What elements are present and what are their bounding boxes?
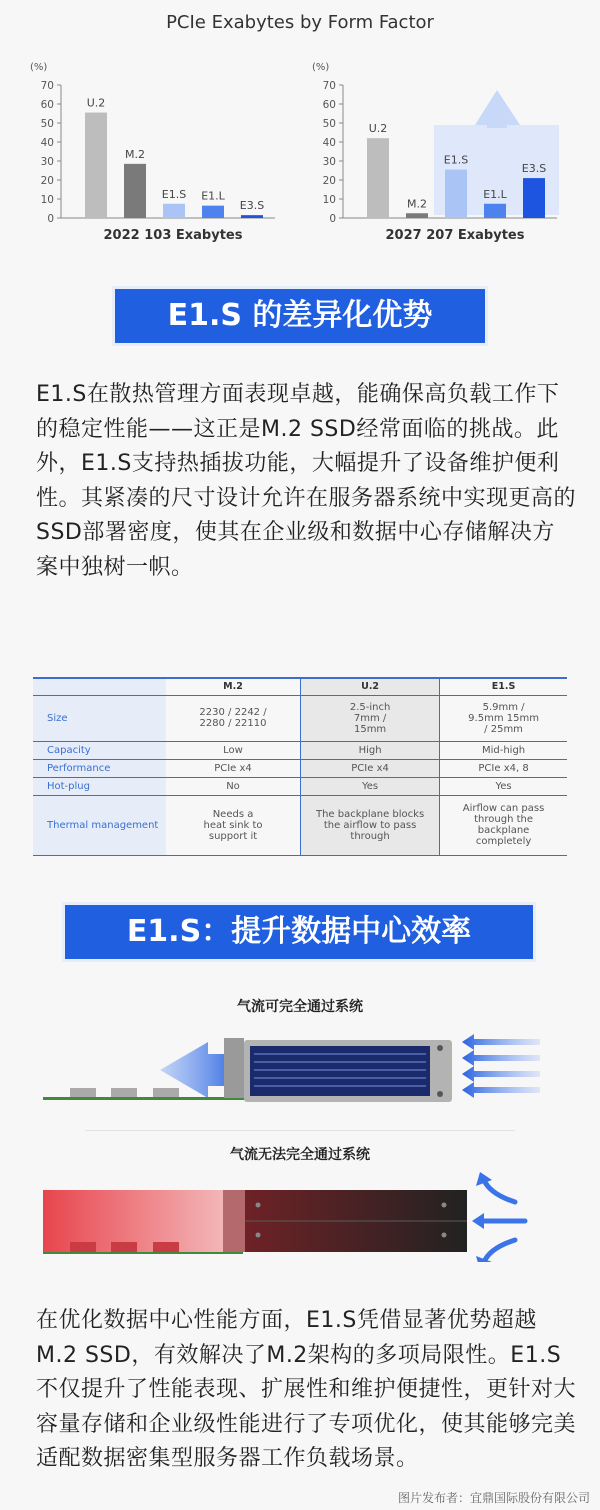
y-axis-unit: (%)	[30, 62, 48, 73]
bar-category-label: U.2	[86, 96, 106, 110]
cell-e1s-thermal: Airflow can pass through the backplane completely	[440, 795, 567, 855]
cell-u2-size: 2.5-inch 7mm / 15mm	[301, 695, 440, 741]
y-tick-label: 40	[322, 137, 336, 149]
table-row	[33, 795, 567, 855]
cell-u2-capacity: High	[301, 741, 440, 759]
cell-e1s-performance: PCIe x4, 8	[440, 759, 567, 777]
y-tick-label: 20	[322, 175, 336, 187]
component	[70, 1242, 96, 1252]
y-tick-label: 70	[40, 80, 54, 92]
cell-u2-hotplug: Yes	[301, 777, 440, 795]
table-row	[33, 759, 567, 777]
growth-arrow-neck	[487, 116, 507, 128]
bar-category-label: M.2	[407, 197, 427, 211]
bar-category-label: U.2	[368, 122, 388, 136]
section-divider	[85, 1130, 515, 1131]
airflow-pass-title: 气流可完全通过系统	[237, 999, 363, 1015]
bar-u2	[85, 113, 107, 218]
chart-caption-2022: 2022 103 Exabytes	[103, 228, 243, 243]
y-tick-label: 30	[40, 156, 54, 168]
table-header-m2: M.2	[166, 678, 301, 695]
bar-category-label: M.2	[125, 147, 145, 161]
bar-category-label: E1.L	[483, 187, 507, 201]
row-label-capacity: Capacity	[33, 741, 166, 759]
bar-category-label: E1.L	[201, 189, 225, 203]
pcb-board	[43, 1252, 243, 1254]
table-header-u2: U.2	[301, 678, 440, 695]
comparison-table	[33, 677, 567, 856]
y-tick-label: 0	[47, 213, 54, 225]
component	[111, 1242, 137, 1252]
table-row	[33, 741, 567, 759]
bar-chart-2022	[30, 58, 300, 228]
cell-e1s-capacity: Mid-high	[440, 741, 567, 759]
row-label-hotplug: Hot-plug	[33, 777, 166, 795]
y-tick-label: 0	[329, 213, 336, 225]
y-tick-label: 10	[40, 194, 54, 206]
bar-m2	[406, 213, 428, 218]
table-header-e1s: E1.S	[440, 678, 567, 695]
backplane	[223, 1190, 245, 1252]
row-label-thermal: Thermal management	[33, 795, 166, 855]
table-header-blank	[33, 678, 166, 695]
airflow-blocked-diagram	[0, 1172, 600, 1262]
airflow-pass-diagram	[0, 1030, 600, 1110]
cell-m2-hotplug: No	[166, 777, 301, 795]
bar-category-label: E1.S	[161, 187, 187, 201]
row-label-size: Size	[33, 695, 166, 741]
bar-m2	[124, 164, 146, 218]
table-row	[33, 777, 567, 795]
y-tick-label: 40	[40, 137, 54, 149]
section-banner-efficiency: E1.S：提升数据中心效率	[62, 902, 536, 962]
m2-drive	[245, 1190, 467, 1252]
bar-e1s	[163, 204, 185, 218]
y-tick-label: 30	[322, 156, 336, 168]
cell-u2-performance: PCIe x4	[301, 759, 440, 777]
row-label-performance: Performance	[33, 759, 166, 777]
y-tick-label: 50	[40, 118, 54, 130]
y-tick-label: 20	[40, 175, 54, 187]
bar-e3s	[523, 178, 545, 218]
chart-caption-2027: 2027 207 Exabytes	[385, 228, 525, 243]
component	[153, 1242, 179, 1252]
y-tick-label: 60	[40, 99, 54, 111]
cell-u2-thermal: The backplane blocks the airflow to pass through	[301, 795, 440, 855]
bar-e3s	[241, 215, 263, 218]
cell-m2-size: 2230 / 2242 / 2280 / 22110	[166, 695, 301, 741]
bar-e1l	[484, 204, 506, 218]
deflected-airflow-icon	[480, 1180, 525, 1262]
bar-category-label: E1.S	[443, 153, 469, 167]
backplane	[224, 1038, 244, 1098]
cell-m2-performance: PCIe x4	[166, 759, 301, 777]
bar-e1l	[202, 206, 224, 218]
bar-u2	[367, 138, 389, 218]
e1s-drive	[244, 1040, 452, 1102]
section-banner-advantages: E1.S 的差异化优势	[112, 286, 488, 346]
airflow-blocked-title: 气流无法完全通过系统	[230, 1147, 370, 1163]
cell-e1s-size: 5.9mm / 9.5mm 15mm / 25mm	[440, 695, 567, 741]
bar-chart-2027	[312, 58, 582, 228]
table-header-row	[33, 678, 567, 695]
y-tick-label: 60	[322, 99, 336, 111]
y-axis-unit: (%)	[312, 62, 330, 73]
cell-e1s-hotplug: Yes	[440, 777, 567, 795]
y-tick-label: 50	[322, 118, 336, 130]
cell-m2-capacity: Low	[166, 741, 301, 759]
cell-m2-thermal: Needs a heat sink to support it	[166, 795, 301, 855]
paragraph-advantages: E1.S在散热管理方面表现卓越，能确保高负载工作下的稳定性能——这正是M.2 SSD经常面临的挑战。此外，E1.S支持热插拔功能，大幅提升了设备维护便利性。其紧凑的尺寸设计允许在服务器系统中实现更高的SSD部署密度，使其在企业级和数据中心存储解决方案中独树一帜。	[36, 382, 577, 580]
bar-category-label: E3.S	[521, 162, 547, 176]
y-tick-label: 70	[322, 80, 336, 92]
bar-category-label: E3.S	[239, 199, 265, 213]
table-row	[33, 695, 567, 741]
inflow-arrows-icon	[462, 1034, 540, 1098]
publisher-watermark: 图片发布者：宜鼎国际股份有限公司	[397, 1491, 590, 1505]
bar-e1s	[445, 170, 467, 218]
paragraph-efficiency: 在优化数据中心性能方面，E1.S凭借显著优势超越M.2 SSD，有效解决了M.2架构的多项局限性。E1.S不仅提升了性能表现、扩展性和维护便捷性，更针对大容量存储和企业级性能进行了专项优化，使其能够完美适配数据密集型服务器工作负载场景。	[36, 1308, 577, 1471]
chart-title: PCIe Exabytes by Form Factor	[166, 12, 434, 33]
y-tick-label: 10	[322, 194, 336, 206]
pcb-board	[43, 1088, 248, 1100]
